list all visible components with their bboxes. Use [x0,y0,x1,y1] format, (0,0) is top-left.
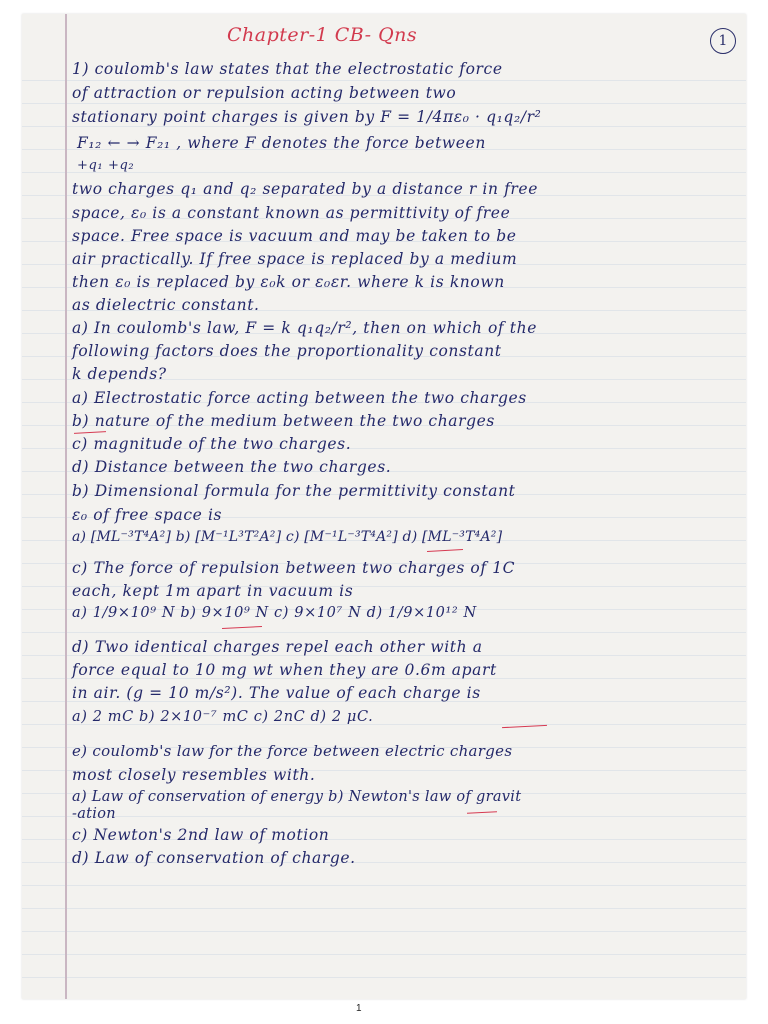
text-line: +q₁ +q₂ [77,158,135,173]
answer-underline [502,725,547,728]
ruled-line [22,908,746,909]
ruled-line [22,103,746,104]
text-line: a) [ML⁻³T⁴A²] b) [M⁻¹L³T²A²] c) [M⁻¹L⁻³T⁴A²] d) [ML⁻³T⁴A²] [72,529,503,545]
answer-underline [74,431,106,434]
footer-page-number: 1 [356,1003,362,1014]
text-line: -ation [72,806,116,822]
text-line: a) 1/9×10⁹ N b) 9×10⁹ N c) 9×10⁷ N d) 1/9×10¹² N [72,605,477,621]
text-line: e) coulomb's law for the force between electric charges [72,742,513,760]
text-line: air practically. If free space is replaced by a medium [72,250,518,268]
text-line: most closely resembles with. [72,766,316,784]
text-line: b) nature of the medium between the two charges [72,412,495,430]
page-number: 1 [710,28,736,54]
text-line: following factors does the proportionality constant [72,342,502,360]
answer-underline [222,626,262,629]
answer-underline [427,549,463,552]
text-line: a) 2 mC b) 2×10⁻⁷ mC c) 2nC d) 2 μC. [72,709,374,725]
text-line: c) The force of repulsion between two charges of 1C [72,559,516,577]
text-line: F₁₂ ← → F₂₁ , where F denotes the force between [77,134,486,152]
ruled-line [22,977,746,978]
answer-underline [467,811,497,814]
text-line: c) Newton's 2nd law of motion [72,826,330,844]
text-line: two charges q₁ and q₂ separated by a distance r in free [72,180,538,198]
ruled-line [22,931,746,932]
text-line: as dielectric constant. [72,296,260,314]
text-line: d) Law of conservation of charge. [72,849,356,867]
text-line: c) magnitude of the two charges. [72,435,352,453]
text-line: d) Distance between the two charges. [72,458,392,476]
text-line: each, kept 1m apart in vacuum is [72,582,354,600]
text-line: in air. (g = 10 m/s²). The value of each charge is [72,684,481,702]
text-line: d) Two identical charges repel each other with a [72,638,483,656]
margin-line [65,14,67,999]
ruled-line [22,80,746,81]
notebook-page [22,14,746,999]
ruled-line [22,126,746,127]
ruled-line [22,954,746,955]
text-line: 1) coulomb's law states that the electrostatic force [72,60,503,78]
text-line: force equal to 10 mg wt when they are 0.6m apart [72,661,497,679]
text-line: ε₀ of free space is [72,506,223,524]
page-title: Chapter-1 CB- Qns [227,24,418,46]
ruled-line [22,632,746,633]
ruled-line [22,885,746,886]
text-line: of attraction or repulsion acting between two [72,84,457,102]
text-line: a) In coulomb's law, F = k q₁q₂/r², then on which of the [72,319,537,337]
text-line: k depends? [72,365,167,383]
text-line: then ε₀ is replaced by ε₀k or ε₀εr. where k is known [72,273,505,291]
text-line: stationary point charges is given by F = 1/4πε₀ · q₁q₂/r² [72,108,542,126]
text-line: a) Law of conservation of energy b) Newton's law of gravit [72,789,522,805]
text-line: a) Electrostatic force acting between the two charges [72,389,527,407]
text-line: space. Free space is vacuum and may be taken to be [72,227,517,245]
ruled-line [22,816,746,817]
text-line: b) Dimensional formula for the permittivity constant [72,482,516,500]
text-line: space, ε₀ is a constant known as permittivity of free [72,204,511,222]
